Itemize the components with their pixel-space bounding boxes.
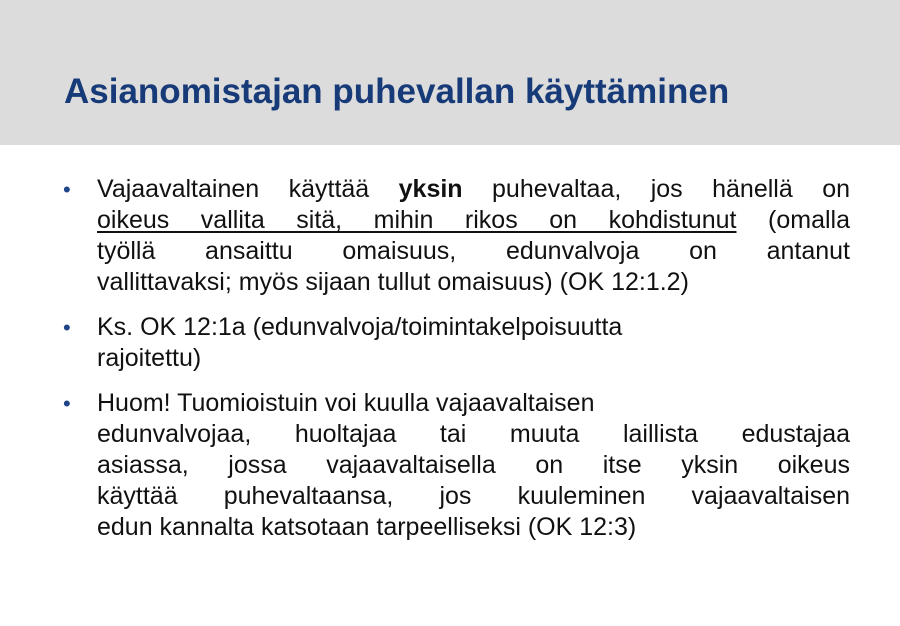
- bullet-line: vallittavaksi; myös sijaan tullut omaisuus) (OK 12:1.2): [97, 268, 689, 296]
- bullet-line: edun kannalta katsotaan tarpeelliseksi (OK 12:3): [97, 513, 637, 541]
- bullet-line: käyttää puhevaltaansa, jos kuuleminen vajaavaltaisen: [97, 482, 850, 510]
- underlined-text: oikeus vallita sitä, mihin rikos on kohdistunut: [97, 206, 737, 234]
- bullet-line: Ks. OK 12:1a (edunvalvoja/toimintakelpoisuutta: [97, 313, 623, 341]
- bullet-line: rajoitettu): [97, 344, 202, 372]
- text-run: (omalla: [736, 206, 850, 234]
- bullet-item: [60, 312, 850, 374]
- bullet-line: [97, 205, 850, 236]
- text-run: Vajaavaltainen käyttää: [97, 175, 399, 203]
- bullet-item: [60, 174, 850, 298]
- text-run: puhevaltaa, jos hänellä on: [462, 175, 850, 203]
- bullet-line: työllä ansaittu omaisuus, edunvalvoja on antanut: [97, 237, 850, 265]
- bullet-dot-icon: •: [63, 391, 71, 416]
- bullet-list: [60, 174, 850, 557]
- bullet-line: Huom! Tuomioistuin voi kuulla vajaavaltaisen: [97, 389, 595, 417]
- bullet-line: edunvalvojaa, huoltajaa tai muuta laillista edustajaa: [97, 420, 850, 448]
- emphasis-text: yksin: [398, 175, 463, 203]
- bullet-line: [97, 174, 850, 205]
- bullet-dot-icon: •: [63, 177, 71, 202]
- bullet-line: asiassa, jossa vajaavaltaisella on itse yksin oikeus: [97, 451, 850, 479]
- bullet-item: [60, 388, 850, 543]
- bullet-dot-icon: •: [63, 315, 71, 340]
- slide-title: Asianomistajan puhevallan käyttäminen: [64, 72, 730, 111]
